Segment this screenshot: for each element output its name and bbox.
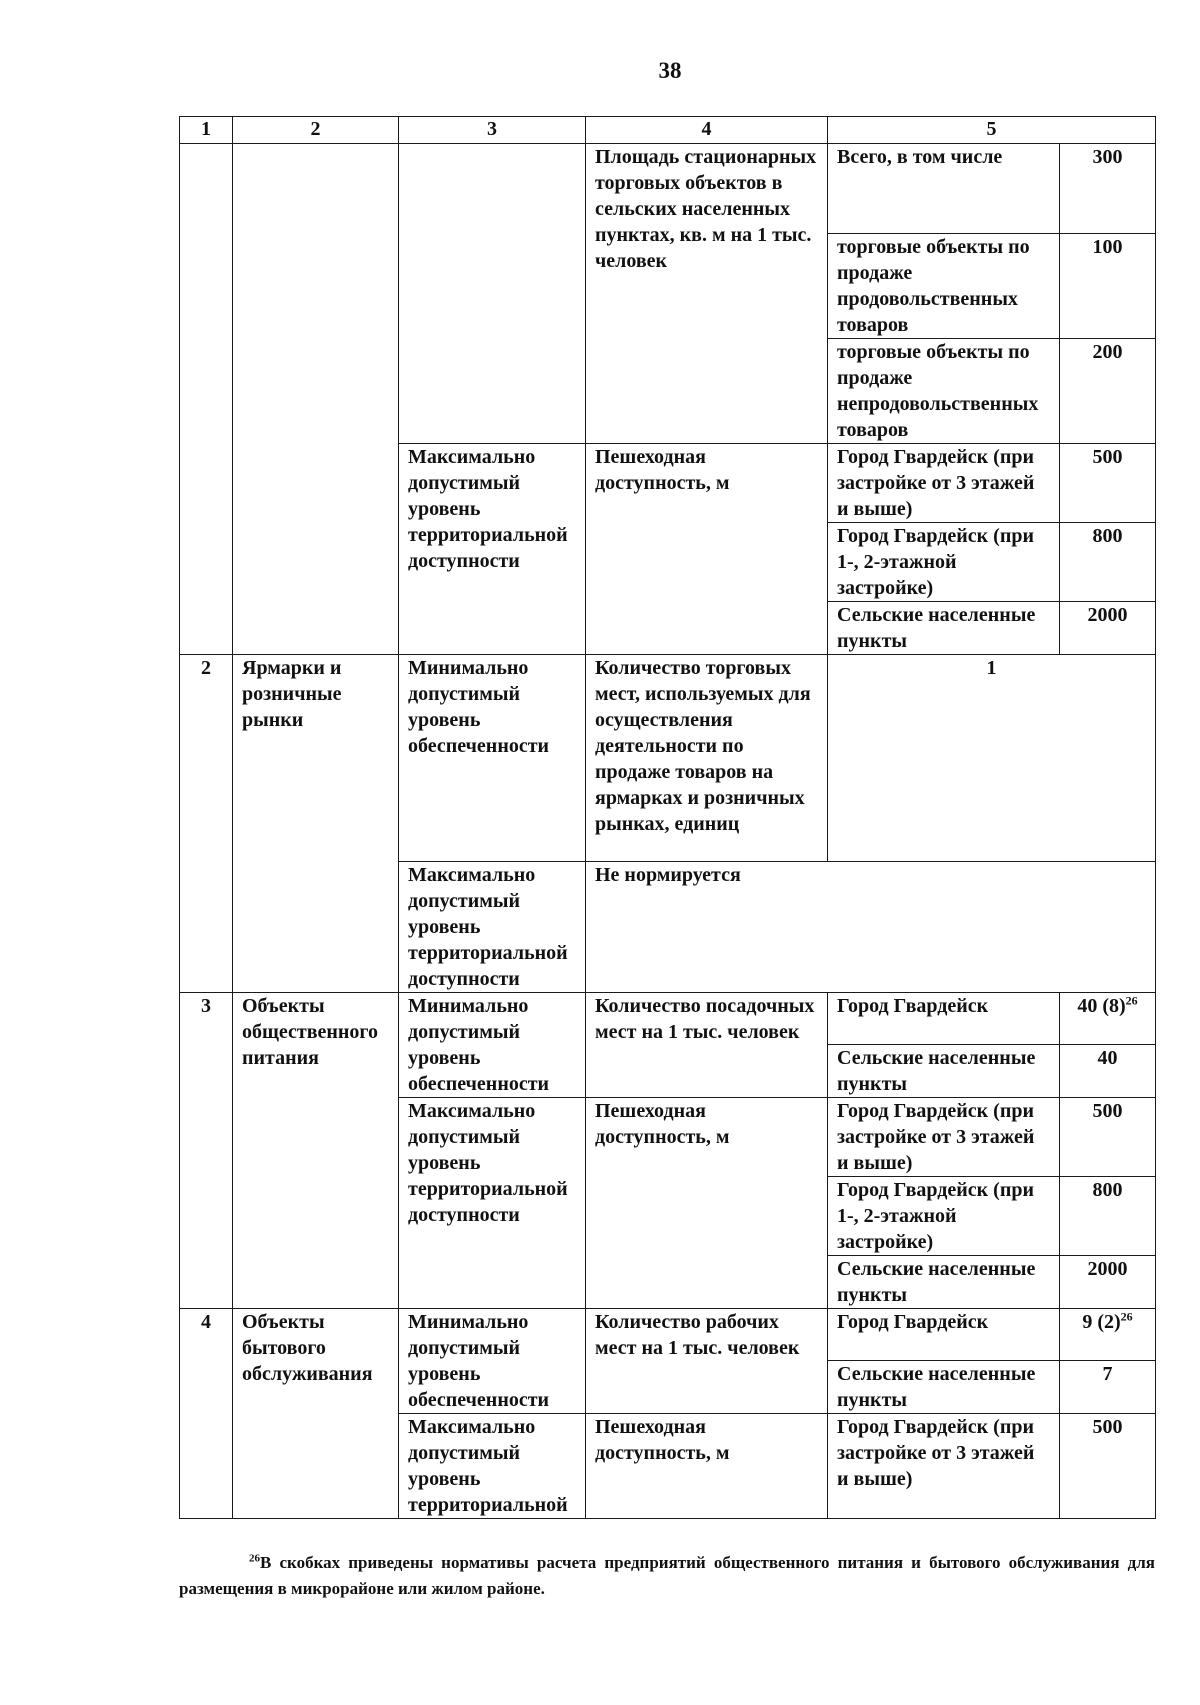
value-cell: 200 bbox=[1060, 339, 1156, 444]
row-number-cell bbox=[180, 144, 233, 655]
category-cell: Город Гвардейск (при 1-, 2-этажной застройке) bbox=[828, 1177, 1060, 1256]
indicator-cell: Количество рабочих мест на 1 тыс. человек bbox=[586, 1309, 828, 1414]
object-name-cell: Объекты общественного питания bbox=[233, 993, 399, 1309]
row-number-cell: 2 bbox=[180, 655, 233, 993]
value-cell bbox=[1060, 993, 1156, 1045]
level-cell: Минимально допустимый уровень обеспеченности bbox=[399, 655, 586, 862]
table-row bbox=[180, 655, 1156, 862]
header-col-4: 4 bbox=[586, 117, 828, 144]
row-number-cell: 4 bbox=[180, 1309, 233, 1519]
value-cell: 500 bbox=[1060, 1098, 1156, 1177]
indicator-cell: Пешеходная доступность, м bbox=[586, 444, 828, 655]
category-cell: Город Гвардейск bbox=[828, 993, 1060, 1045]
object-name-cell: Объекты бытового обслуживания bbox=[233, 1309, 399, 1519]
footnote-mark: 26 bbox=[249, 1552, 260, 1565]
level-cell: Минимально допустимый уровень обеспеченности bbox=[399, 1309, 586, 1414]
header-col-3: 3 bbox=[399, 117, 586, 144]
level-cell: Максимально допустимый уровень территориальной bbox=[399, 1414, 586, 1519]
category-cell: Город Гвардейск bbox=[828, 1309, 1060, 1361]
header-col-2: 2 bbox=[233, 117, 399, 144]
category-cell: Сельские населенные пункты bbox=[828, 1045, 1060, 1098]
category-cell: Сельские населенные пункты bbox=[828, 1256, 1060, 1309]
footnote-ref: 26 bbox=[1125, 993, 1138, 1008]
value-cell bbox=[1060, 1309, 1156, 1361]
row-number-cell: 3 bbox=[180, 993, 233, 1309]
value-cell: 300 bbox=[1060, 144, 1156, 234]
value-cell: 800 bbox=[1060, 523, 1156, 602]
category-cell: Всего, в том числе bbox=[828, 144, 1060, 234]
page-number: 38 bbox=[658, 58, 682, 83]
indicator-cell: Пешеходная доступность, м bbox=[586, 1098, 828, 1309]
indicator-cell: Количество посадочных мест на 1 тыс. человек bbox=[586, 993, 828, 1098]
object-name-cell: Ярмарки и розничные рынки bbox=[233, 655, 399, 993]
value-cell: 1 bbox=[828, 655, 1156, 862]
level-cell: Максимально допустимый уровень территориальной доступности bbox=[399, 444, 586, 655]
category-cell: Сельские населенные пункты bbox=[828, 1361, 1060, 1414]
table-row bbox=[180, 144, 1156, 234]
footnote bbox=[179, 1550, 1155, 1602]
norms-table bbox=[179, 116, 1156, 1519]
table-row bbox=[180, 1309, 1156, 1361]
value-cell: 7 bbox=[1060, 1361, 1156, 1414]
object-name-cell bbox=[233, 144, 399, 655]
level-cell: Минимально допустимый уровень обеспеченности bbox=[399, 993, 586, 1098]
category-cell: Сельские населенные пункты bbox=[828, 602, 1060, 655]
indicator-cell: Пешеходная доступность, м bbox=[586, 1414, 828, 1519]
table-header-row bbox=[180, 117, 1156, 144]
category-cell: Город Гвардейск (при застройке от 3 этажей и выше) bbox=[828, 444, 1060, 523]
value-text: 9 (2) bbox=[1082, 1311, 1121, 1333]
indicator-cell: Не нормируется bbox=[586, 862, 1156, 993]
value-cell: 2000 bbox=[1060, 602, 1156, 655]
category-cell: торговые объекты по продаже продовольственных товаров bbox=[828, 234, 1060, 339]
footnote-text: В скобках приведены нормативы расчета предприятий общественного питания и бытового обслуживания для размещения в микрорайоне или жилом районе. bbox=[179, 1553, 1155, 1598]
value-cell: 40 bbox=[1060, 1045, 1156, 1098]
value-cell: 500 bbox=[1060, 1414, 1156, 1519]
value-cell: 800 bbox=[1060, 1177, 1156, 1256]
level-cell: Максимально допустимый уровень территориальной доступности bbox=[399, 1098, 586, 1309]
category-cell: торговые объекты по продаже непродовольственных товаров bbox=[828, 339, 1060, 444]
header-col-5: 5 bbox=[828, 117, 1156, 144]
category-cell: Город Гвардейск (при 1-, 2-этажной застройке) bbox=[828, 523, 1060, 602]
value-cell: 100 bbox=[1060, 234, 1156, 339]
category-cell: Город Гвардейск (при застройке от 3 этажей и выше) bbox=[828, 1098, 1060, 1177]
level-cell: Максимально допустимый уровень территориальной доступности bbox=[399, 862, 586, 993]
category-cell: Город Гвардейск (при застройке от 3 этажей и выше) bbox=[828, 1414, 1060, 1519]
value-cell: 500 bbox=[1060, 444, 1156, 523]
table-row bbox=[180, 993, 1156, 1045]
level-cell bbox=[399, 144, 586, 444]
indicator-cell: Площадь стационарных торговых объектов в сельских населенных пунктах, кв. м на 1 тыс. человек bbox=[586, 144, 828, 444]
value-text: 40 (8) bbox=[1077, 995, 1126, 1017]
footnote-ref: 26 bbox=[1120, 1309, 1133, 1324]
header-col-1: 1 bbox=[180, 117, 233, 144]
indicator-cell: Количество торговых мест, используемых для осуществления деятельности по продаже товаров на ярмарках и розничных рынках, единиц bbox=[586, 655, 828, 862]
value-cell: 2000 bbox=[1060, 1256, 1156, 1309]
